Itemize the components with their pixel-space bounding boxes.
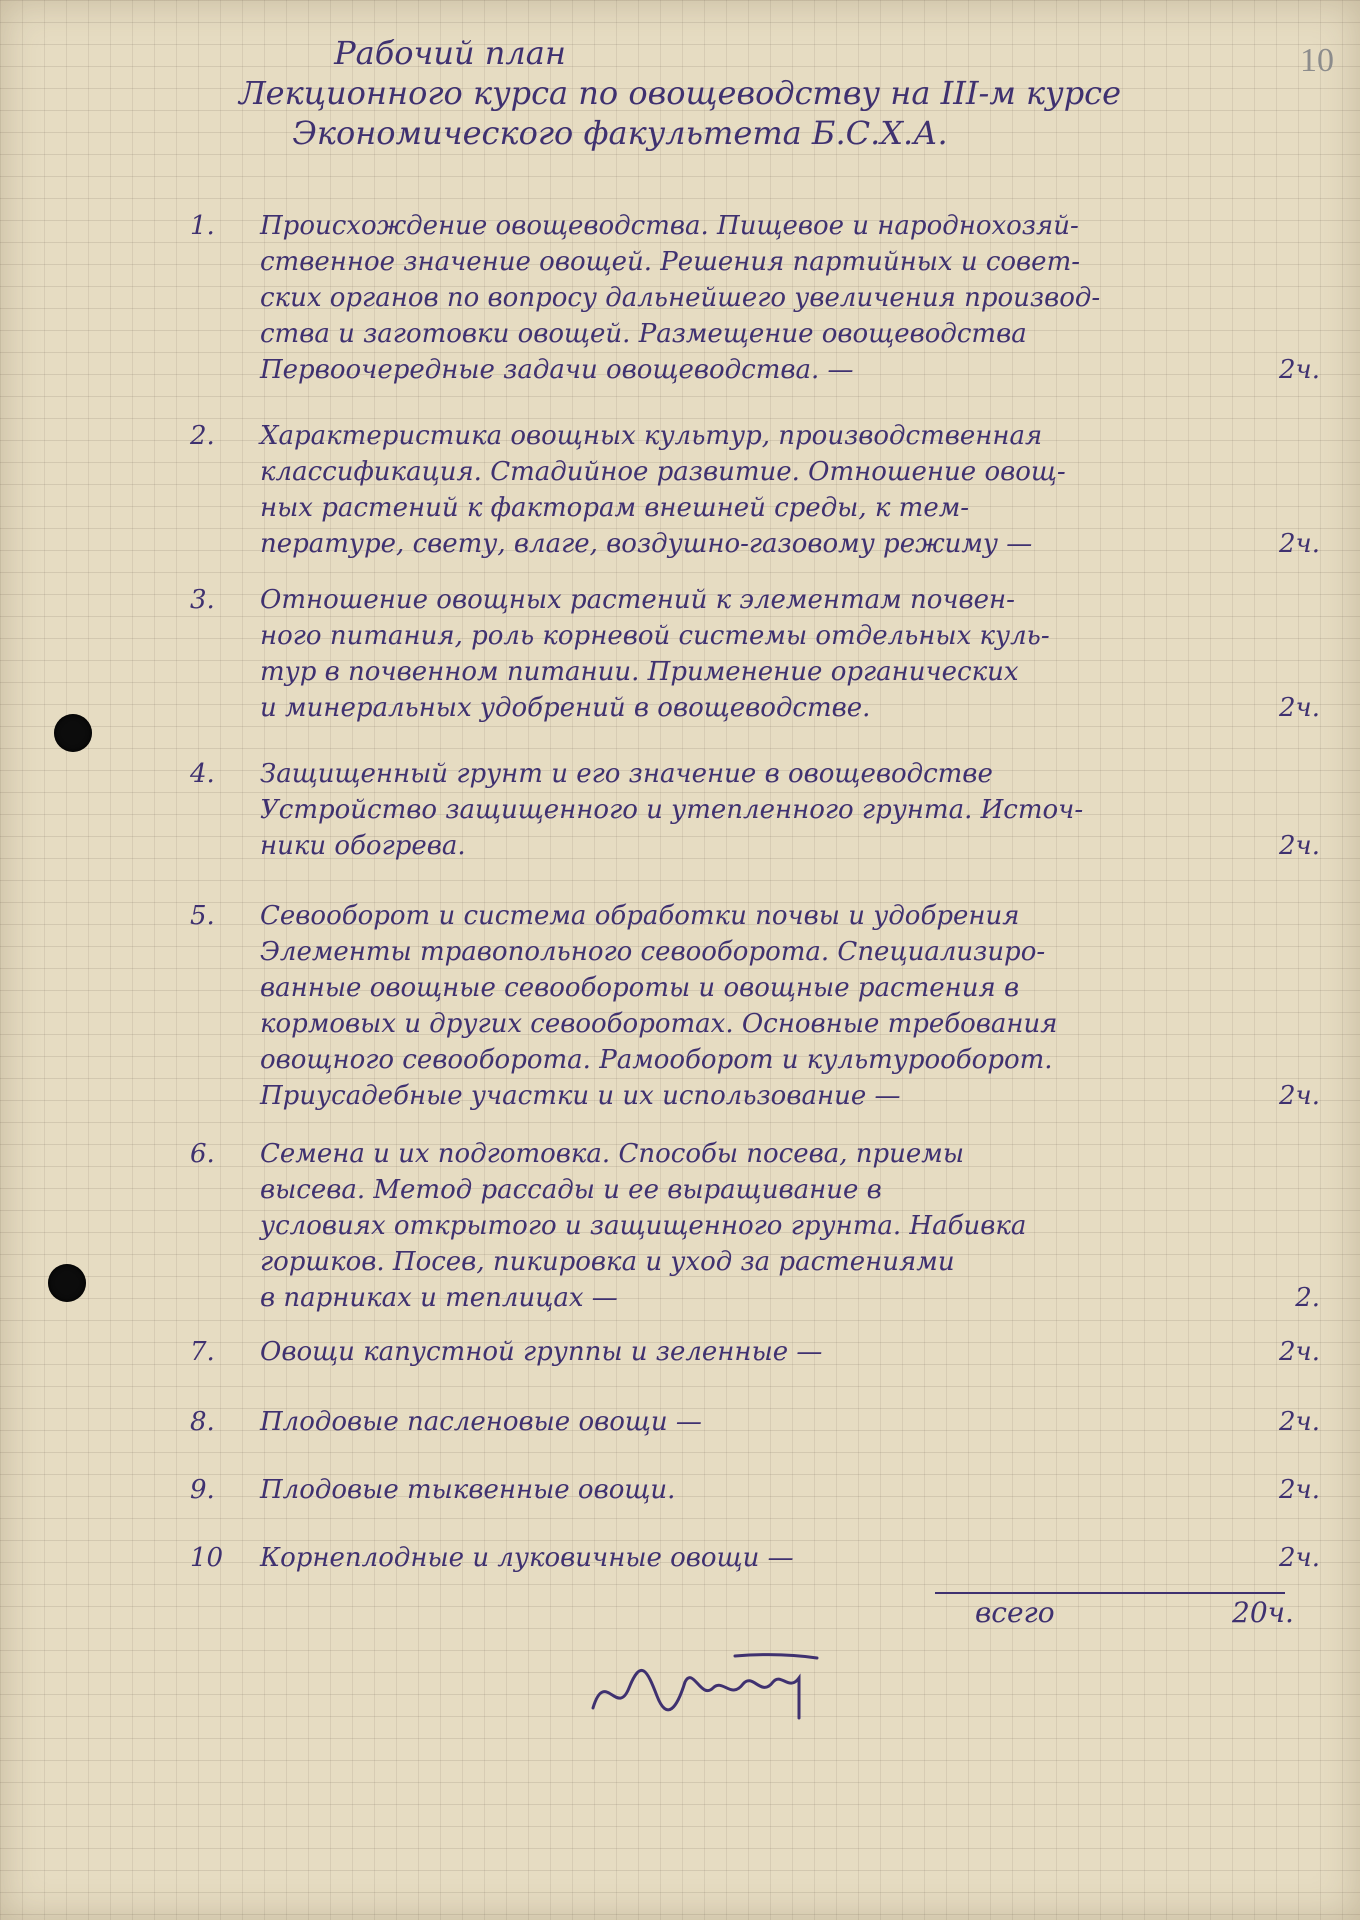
item-text [260, 756, 1240, 864]
item-line: Севооборот и система обработки почвы и удобрения [260, 901, 1020, 931]
item-number: 4. [190, 759, 215, 789]
item-line: классификация. Стадийное развитие. Отношение овощ- [260, 457, 1066, 487]
item-line: Плодовые пасленовые овощи — [260, 1407, 702, 1437]
item-hours: 2ч. [1279, 693, 1320, 723]
item-number: 8. [190, 1407, 215, 1437]
item-line: Устройство защищенного и утепленного грунта. Источ- [260, 795, 1084, 825]
total-label: всего [975, 1596, 1055, 1629]
item-number: 3. [190, 585, 215, 615]
item-hours: 2ч. [1279, 529, 1320, 559]
item-number: 6. [190, 1139, 215, 1169]
item-line: горшков. Посев, пикировка и уход за растениями [260, 1247, 955, 1277]
item-number: 1. [190, 211, 215, 241]
item-line: ники обогрева. [260, 831, 466, 861]
item-hours: 2ч. [1279, 1081, 1320, 1111]
total-value: 20ч. [1232, 1596, 1294, 1629]
item-line: Отношение овощных растений к элементам почвен- [260, 585, 1015, 615]
item-line: ных растений к факторам внешней среды, к тем- [260, 493, 970, 523]
item-line: ских органов по вопросу дальнейшего увеличения производ- [260, 283, 1101, 313]
item-hours: 2ч. [1279, 355, 1320, 385]
item-text [260, 1472, 1240, 1508]
item-line: Первоочередные задачи овощеводства. — [260, 355, 854, 385]
title-line-2: Лекционного курса по овощеводству на III-м курсе [238, 74, 1122, 112]
item-line: ного питания, роль корневой системы отдельных куль- [260, 621, 1050, 651]
item-line: и минеральных удобрений в овощеводстве. [260, 693, 871, 723]
item-hours: 2ч. [1279, 1475, 1320, 1505]
item-number: 2. [190, 421, 215, 451]
item-line: условиях открытого и защищенного грунта. Набивка [260, 1211, 1027, 1241]
item-line: Семена и их подготовка. Способы посева, приемы [260, 1139, 965, 1169]
item-text [260, 418, 1240, 562]
item-line: Плодовые тыквенные овощи. [260, 1475, 676, 1505]
title-line-3: Экономического факультета Б.С.Х.А. [292, 114, 948, 152]
item-line: Происхождение овощеводства. Пищевое и народнохозяй- [260, 211, 1079, 241]
binder-hole [48, 1264, 86, 1302]
item-number: 10 [190, 1543, 224, 1573]
item-number: 5. [190, 901, 215, 931]
item-text [260, 898, 1240, 1114]
item-number: 7. [190, 1337, 215, 1367]
item-hours: 2ч. [1279, 1543, 1320, 1573]
item-line: Элементы травопольного севооборота. Специализиро- [260, 937, 1046, 967]
item-line: Характеристика овощных культур, производственная [260, 421, 1043, 451]
item-line: Приусадебные участки и их использование — [260, 1081, 901, 1111]
total-underline [935, 1592, 1285, 1594]
item-hours: 2. [1295, 1283, 1320, 1313]
item-line: овощного севооборота. Рамооборот и культурооборот. [260, 1045, 1053, 1075]
item-text [260, 582, 1240, 726]
item-text [260, 1136, 1240, 1316]
item-number: 9. [190, 1475, 215, 1505]
item-line: высева. Метод рассады и ее выращивание в [260, 1175, 882, 1205]
item-line: кормовых и других севооборотах. Основные требования [260, 1009, 1058, 1039]
signature-icon [585, 1648, 835, 1728]
page-number: 10 [1300, 42, 1334, 79]
item-line: тур в почвенном питании. Применение органических [260, 657, 1019, 687]
item-line: Защищенный грунт и его значение в овощеводстве [260, 759, 993, 789]
item-hours: 2ч. [1279, 1407, 1320, 1437]
item-line: пературе, свету, влаге, воздушно-газовому режиму — [260, 529, 1033, 559]
item-text [260, 208, 1240, 388]
item-line: Овощи капустной группы и зеленные — [260, 1337, 823, 1367]
item-line: ванные овощные севообороты и овощные растения в [260, 973, 1020, 1003]
item-hours: 2ч. [1279, 1337, 1320, 1367]
item-hours: 2ч. [1279, 831, 1320, 861]
item-line: ственное значение овощей. Решения партийных и совет- [260, 247, 1081, 277]
binder-hole [54, 714, 92, 752]
item-line: Корнеплодные и луковичные овощи — [260, 1543, 794, 1573]
item-text [260, 1334, 1240, 1370]
item-line: ства и заготовки овощей. Размещение овощеводства [260, 319, 1027, 349]
item-line: в парниках и теплицах — [260, 1283, 618, 1313]
item-text [260, 1540, 1240, 1576]
item-text [260, 1404, 1240, 1440]
title-line-1: Рабочий план [334, 34, 566, 72]
